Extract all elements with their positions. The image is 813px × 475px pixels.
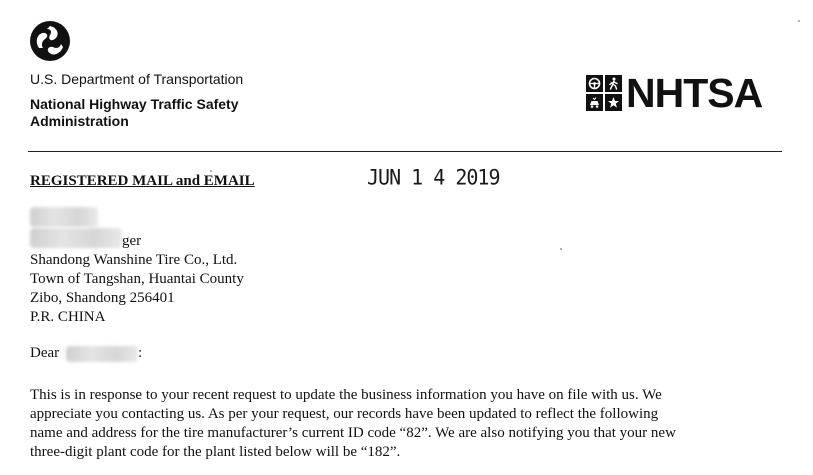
body-line: This is in response to your recent request to update the business information you have on file with us. We xyxy=(30,387,662,403)
department-name: U.S. Department of Transportation xyxy=(30,71,244,87)
date-stamp: JUN 1 4 2019 xyxy=(367,164,500,190)
pedestrian-icon xyxy=(605,75,622,92)
redacted-recipient-title xyxy=(30,228,122,248)
salutation-greeting: Dear xyxy=(30,345,60,361)
mail-type-heading: REGISTERED MAIL and EMAIL xyxy=(30,173,255,189)
redacted-salutation-name xyxy=(66,346,138,362)
steering-wheel-icon xyxy=(586,75,603,92)
body-line: appreciate you contacting us. As per your request, our records have been updated to reflect the following xyxy=(30,406,659,422)
body-line: name and address for the tire manufacturer’s current ID code “82”. We are also notifying you that your new xyxy=(30,425,676,441)
recipient-address-line1: Town of Tangshan, Huantai County xyxy=(30,271,244,287)
scan-speck xyxy=(210,170,212,172)
nhtsa-wordmark: NHTSA xyxy=(626,70,763,116)
body-line: three-digit plant code for the plant listed below will be “182”. xyxy=(30,444,401,460)
salutation-colon: : xyxy=(138,345,143,361)
dot-triskelion-icon xyxy=(29,20,71,62)
agency-name-line2: Administration xyxy=(30,113,129,129)
star-icon xyxy=(605,94,622,111)
agency-name-line1: National Highway Traffic Safety xyxy=(30,96,239,112)
nhtsa-logo xyxy=(586,70,763,116)
recipient-country: P.R. CHINA xyxy=(30,309,106,325)
redacted-recipient-name xyxy=(30,207,98,227)
scan-speck xyxy=(798,20,800,22)
letterhead-divider xyxy=(28,151,782,152)
recipient-title-fragment: ger xyxy=(122,233,142,249)
recipient-address-line2: Zibo, Shandong 256401 xyxy=(30,290,175,306)
crash-car-icon xyxy=(586,94,603,111)
nhtsa-icon-grid xyxy=(586,75,622,111)
recipient-company: Shandong Wanshine Tire Co., Ltd. xyxy=(30,252,238,268)
scan-speck xyxy=(560,248,562,250)
agency-name xyxy=(30,96,239,130)
salutation xyxy=(30,345,143,362)
